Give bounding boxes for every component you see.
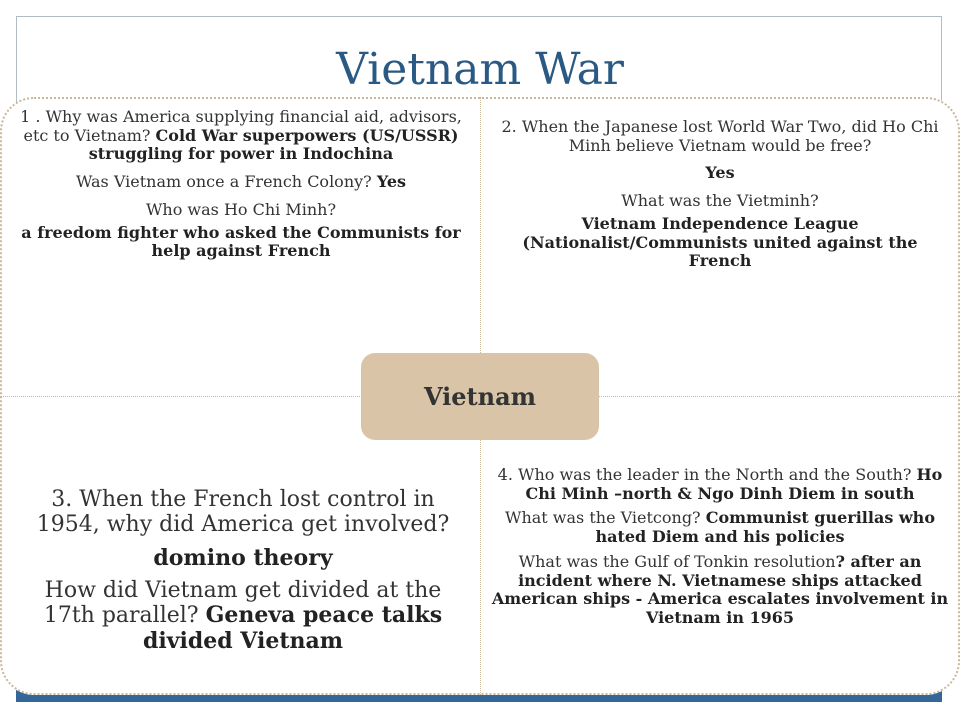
q2-question-2 xyxy=(490,192,950,211)
q1-question-1 xyxy=(16,108,466,164)
q2-answer-1: Yes xyxy=(705,163,735,183)
q1-answer-1: Cold War superpowers (US/USSR) struggling for power in Indochina xyxy=(88,125,459,164)
q4-answer-1: Ho Chi Minh –north & Ngo Dinh Diem in south xyxy=(525,465,943,503)
q4-question-2 xyxy=(490,509,950,546)
q1-answer-3-para xyxy=(16,224,466,261)
center-label: Vietnam xyxy=(423,382,537,411)
q1-question-2-text: Was Vietnam once a French Colony? xyxy=(75,172,377,192)
q3-answer-2: Geneva peace talks divided Vietnam xyxy=(142,602,443,655)
q4-question-1 xyxy=(490,466,950,503)
slide-title: Vietnam War xyxy=(336,44,624,95)
q3-question-1-text: 3. When the French lost control in 1954, why did America get involved? xyxy=(36,487,450,537)
q3-answer-1: domino theory xyxy=(153,544,333,571)
q4-question-1-text: 4. Who was the leader in the North and the South? xyxy=(497,465,917,484)
quadrant-bottom-left xyxy=(20,488,466,663)
q2-question-1 xyxy=(490,118,950,155)
q3-question-2-text: How did Vietnam get divided at the 17th parallel? xyxy=(43,577,442,629)
q3-question-1 xyxy=(20,488,466,538)
q1-question-2 xyxy=(16,173,466,192)
q2-answer-1-para xyxy=(490,164,950,183)
q1-question-3-text: Who was Ho Chi Minh? xyxy=(145,199,337,219)
q4-answer-3: ? after an incident where N. Vietnamese ships attacked American ships - America escalates involvement in Vietnam in 1965 xyxy=(491,551,949,628)
center-label-box xyxy=(361,353,599,440)
q1-question-1-text: 1 . Why was America supplying financial aid, advisors, etc to Vietnam? xyxy=(20,107,462,145)
q1-answer-3: a freedom fighter who asked the Communists for help against French xyxy=(21,222,461,261)
quadrant-bottom-right xyxy=(490,466,950,634)
q4-question-3-text: What was the Gulf of Tonkin resolution xyxy=(518,551,836,571)
q4-question-2-text: What was the Vietcong? xyxy=(505,508,706,528)
q3-question-2 xyxy=(20,579,466,656)
q2-answer-2-para xyxy=(490,215,950,271)
q2-answer-2: Vietnam Independence League (Nationalist/Communists united against the French xyxy=(522,213,918,271)
q2-question-1-text: 2. When the Japanese lost World War Two, did Ho Chi Minh believe Vietnam would be free? xyxy=(501,117,939,155)
quadrant-top-left xyxy=(16,108,466,270)
q4-question-3 xyxy=(490,553,950,628)
quadrant-top-right xyxy=(490,118,950,280)
q1-answer-2: Yes xyxy=(376,172,407,192)
q4-answer-2: Communist guerillas who hated Diem and his policies xyxy=(595,508,935,547)
q1-question-3 xyxy=(16,201,466,220)
q2-question-2-text: What was the Vietminh? xyxy=(621,191,819,211)
